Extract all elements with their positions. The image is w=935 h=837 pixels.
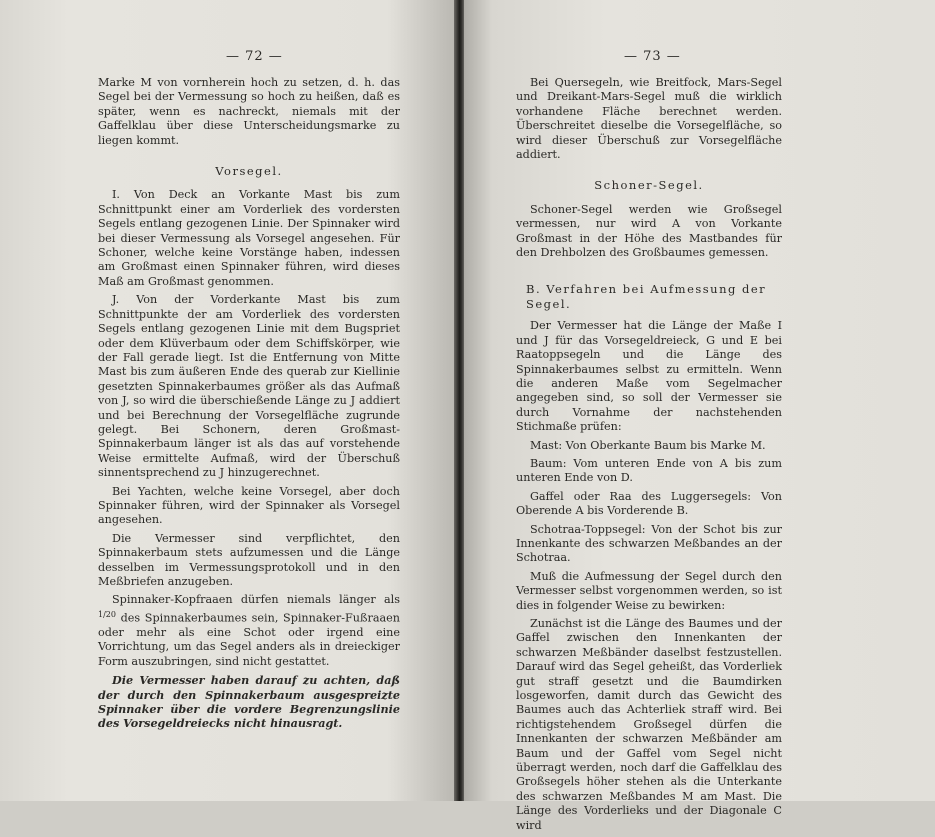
paragraph: Marke M von vornherein hoch zu setzen, d. h. das Segel bei der Vermessung so hoch zu heißen, daß es später, wenn es nachreckt, niemals mit der Gaffelklau über diese Unterscheidungsmarke zu liegen kommt. <box>98 76 400 147</box>
text-span: des Spinnakerbaumes sein, Spinnaker-Fußraaen oder mehr als eine Schot oder irgend eine Vorrichtung, um das Segel anders als in dreieckiger Form auszubringen, sind nicht gestattet. <box>98 611 400 668</box>
paragraph: Schotraa-Toppsegel: Von der Schot bis zur Innenkante des schwarzen Meßbandes an der Schotraa. <box>516 522 782 565</box>
paragraph: Bei Quersegeln, wie Breitfock, Mars-Segel und Dreikant-Mars-Segel muß die wirklich vorhandene Fläche berechnet werden. Überschreitet dieselbe die Vorsegelfläche, so wird dieser Überschuß zur Vorsegelfläche addiert. <box>516 76 782 162</box>
paragraph: Gaffel oder Raa des Luggersegels: Von Oberende A bis Vorderende B. <box>516 489 782 518</box>
paragraph: Mast: Von Oberkante Baum bis Marke M. <box>530 438 766 452</box>
text-span: Spinnaker-Kopfraaen dürfen niemals länger als <box>112 593 400 607</box>
section-heading: B. Verfahren bei Aufmessung der Segel. <box>526 282 767 311</box>
paragraph: Muß die Aufmessung der Segel durch den Vermesser selbst vorgenommen werden, so ist dies in folgender Weise zu bewirken: <box>516 569 782 612</box>
fraction: 1/20 <box>98 609 116 619</box>
section-heading: Vorsegel. <box>215 164 283 179</box>
section-heading: Schoner-Segel. <box>594 178 704 193</box>
paragraph: Die Vermesser sind verpflichtet, den Spinnakerbaum stets aufzumessen und die Länge desselben im Vermessungsprotokoll und in den Meßbriefen anzugeben. <box>98 531 400 588</box>
page-number: — 73 — <box>624 49 681 64</box>
italic-note: Die Vermesser haben darauf zu achten, daß der durch den Spinnakerbaum ausgespreizte Spinnaker über die vordere Begrenzungslinie des Vorsegeldreiecks nicht hinausragt. <box>98 673 400 731</box>
page-number: — 72 — <box>226 49 283 64</box>
text-column <box>98 76 400 735</box>
paragraph: J. Von der Vorderkante Mast bis zum Schnittpunkte der am Vorderliek des vordersten Segels entlang gezogenen Linie mit dem Bugspriet oder dem Klüverbaum oder dem Schiffskörper, wie der Fall gerade liegt. Ist die Entfernung von Mitte Mast bis zum äußeren Ende des querab zur Kiellinie gesetzten Spinnakerbaumes größer als das Aufmaß von J, so wird die überschießende Länge zu J addiert und bei Berechnung der Vorsegelfläche zugrunde gelegt. Bei Schonern, deren Großmast-Spinnakerbaum länger ist als das auf vorstehende Weise ermittelte Aufmaß, wird der Überschuß sinnentsprechend zu J hinzugerechnet. <box>98 293 400 480</box>
paragraph: I. Von Deck an Vorkante Mast bis zum Schnittpunkt einer am Vorderliek des vordersten Segels entlang gezogenen Linie. Der Spinnaker wird bei dieser Vermessung als Vorsegel angesehen. Für Schoner, welche keine Vorstänge haben, indessen am Großmast einen Spinnaker führen, wird dieses Maß am Großmast genommen. <box>98 188 400 288</box>
paragraph <box>98 593 400 669</box>
paragraph: Schoner-Segel werden wie Großsegel vermessen, nur wird A von Vorkante Großmast in der Höhe des Mastbandes für den Drehbolzen des Großbaumes gemessen. <box>516 202 782 260</box>
text-column <box>516 76 782 837</box>
paragraph: Bei Yachten, welche keine Vorsegel, aber doch Spinnaker führen, wird der Spinnaker als Vorsegel angesehen. <box>98 484 400 527</box>
paragraph: Baum: Vom unteren Ende von A bis zum unteren Ende von D. <box>516 456 782 485</box>
left-page <box>0 0 456 801</box>
paragraph: Zunächst ist die Länge des Baumes und der Gaffel zwischen den Innenkanten der schwarzen Meßbänder daselbst festzustellen. Darauf wird das Segel geheißt, das Vorderliek gut straff gesetzt und die Baumdirken losgeworfen, damit durch das Gewicht des Baumes auch das Achterliek straff wird. Bei richtigstehendem Großsegel dürfen die Innenkanten der schwarzen Meßbänder am Baum und der Gaffel vom Segel nicht überragt werden, noch darf die Gaffelklau des Großsegels höher stehen als die Unterkante des schwarzen Meßbandes M am Mast. Die Länge des Vorderlieks und der Diagonale C wird <box>516 617 782 832</box>
paragraph: Der Vermesser hat die Länge der Maße I und J für das Vorsegeldreieck, G und E bei Raatoppsegeln und die Länge des Spinnakerbaumes selbst zu ermitteln. Wenn die anderen Maße vom Segelmacher angegeben sind, so soll der Vermesser sie durch Vornahme der nachstehenden Stichmaße prüfen: <box>516 319 782 434</box>
right-page <box>464 0 935 832</box>
